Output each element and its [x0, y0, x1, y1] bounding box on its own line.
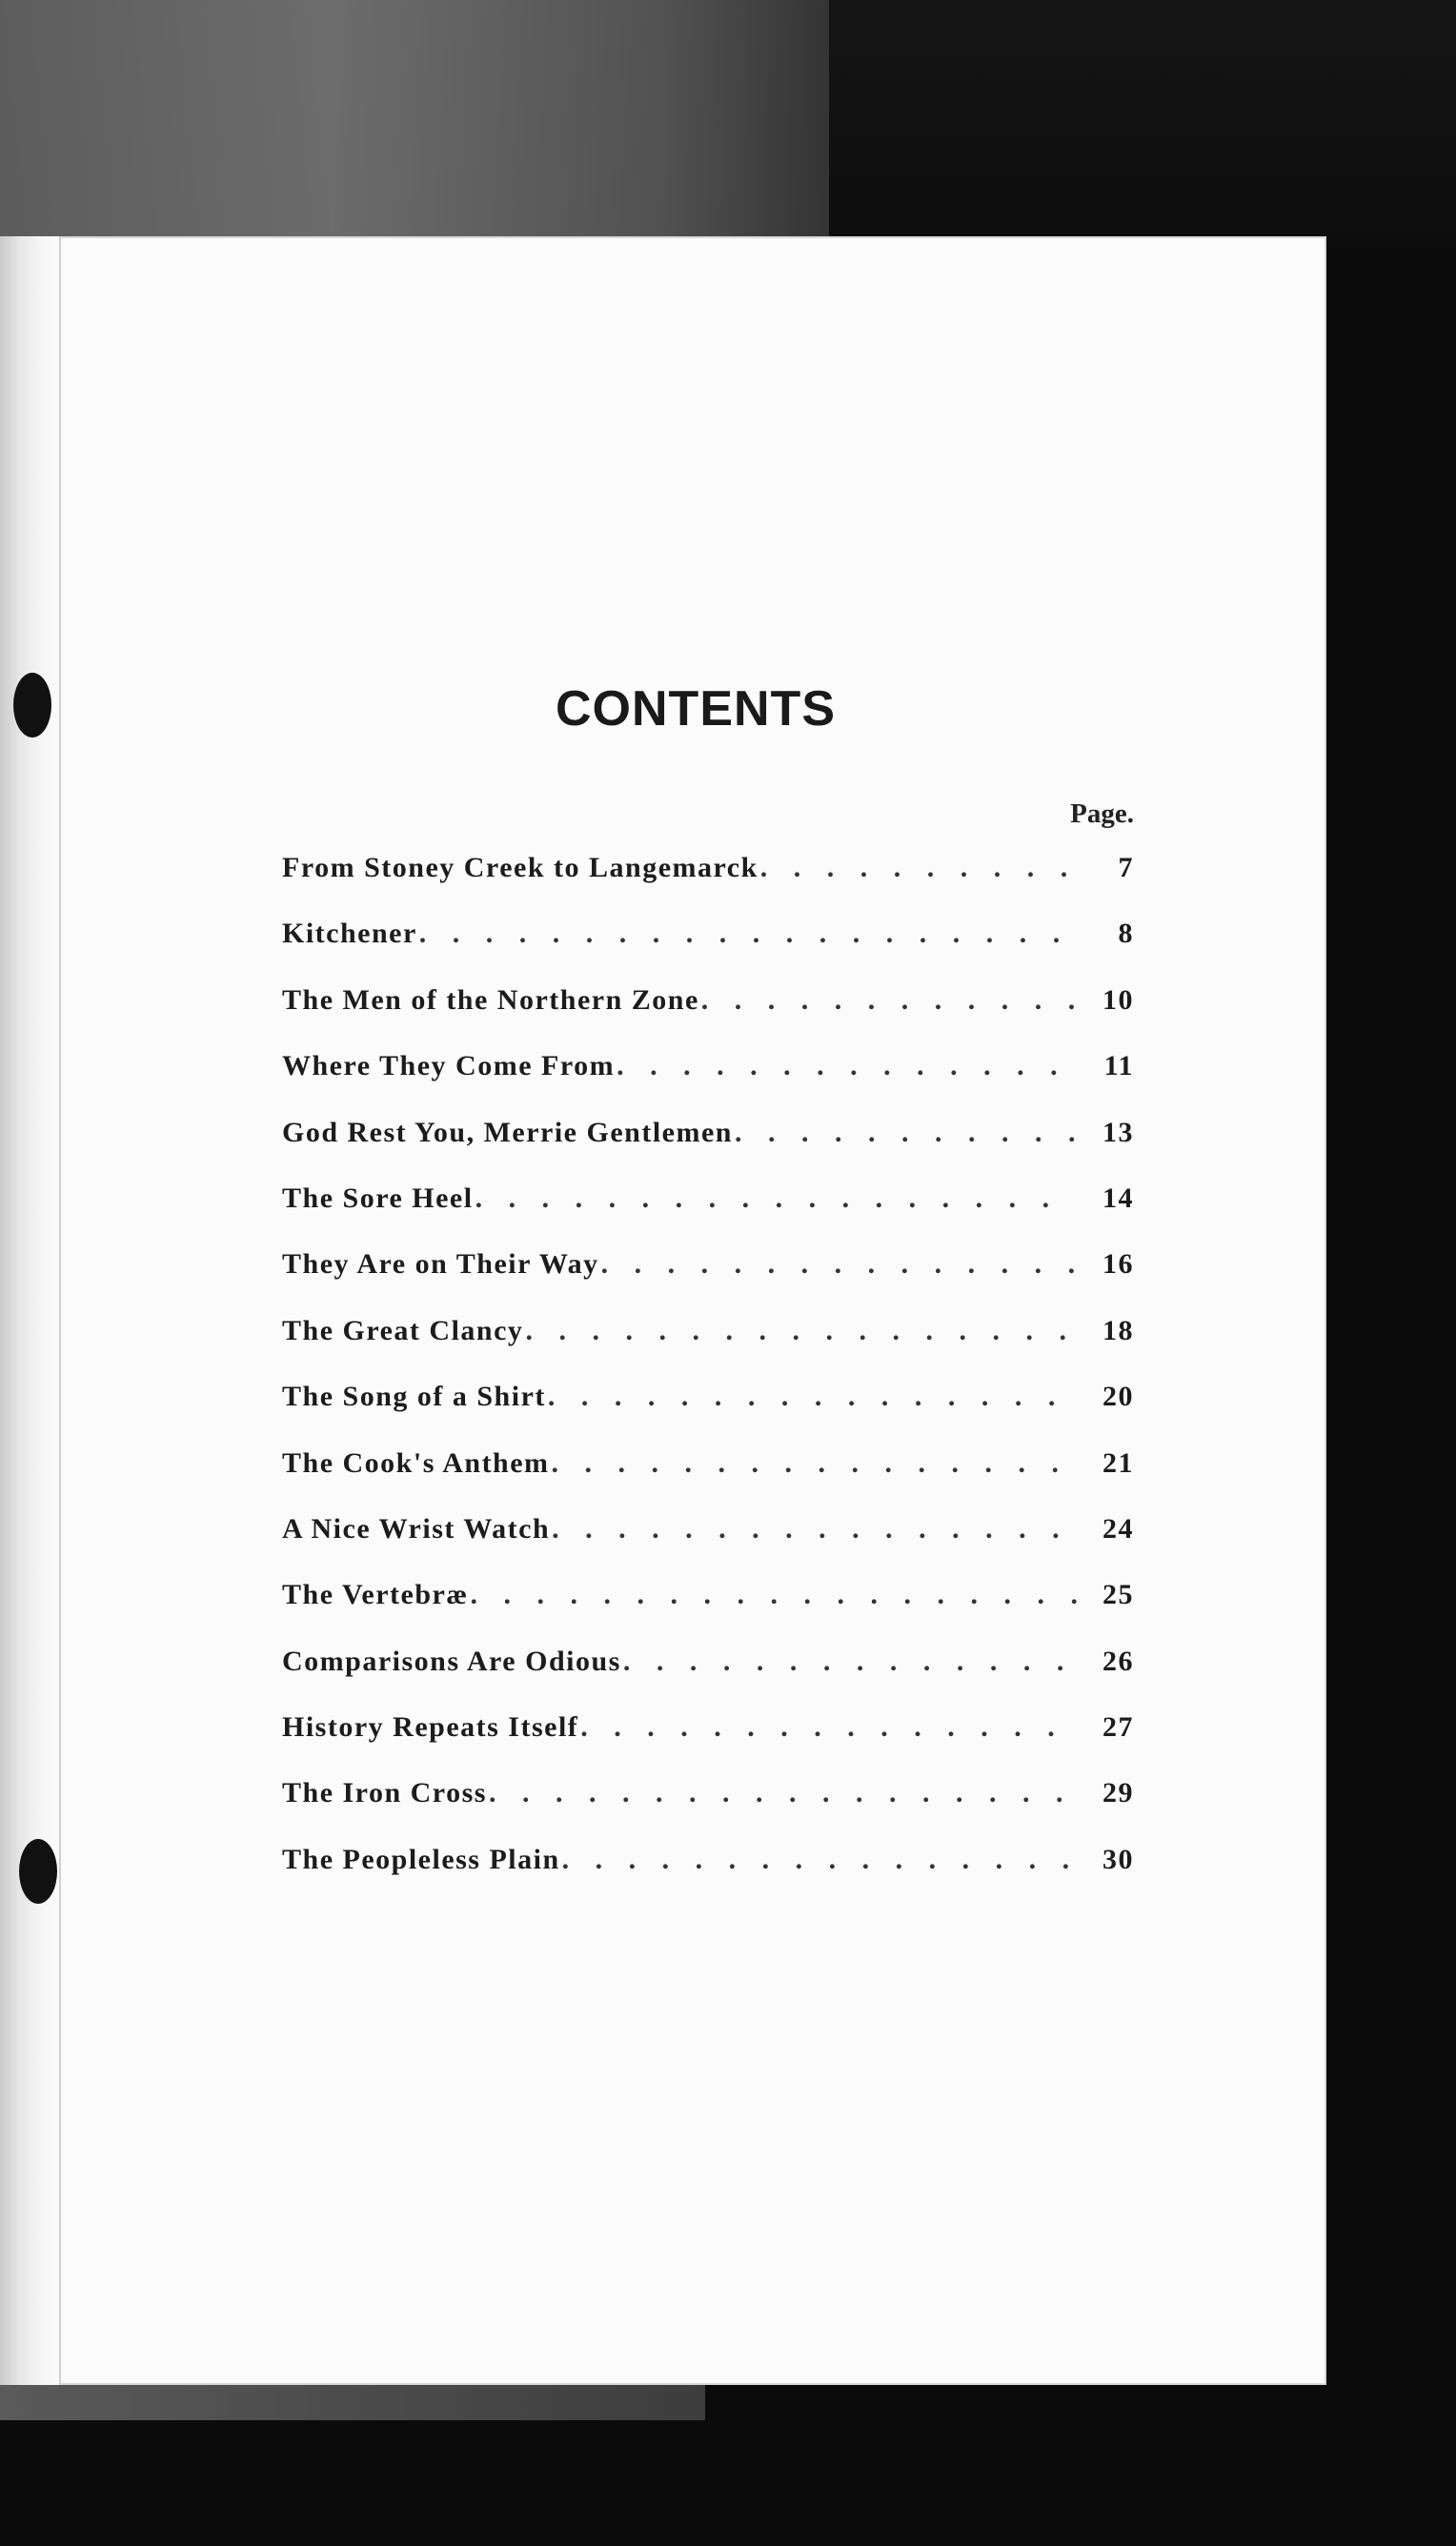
toc-entry: [282, 1381, 1134, 1446]
toc-entry: [282, 1182, 1134, 1248]
toc-entry-page: 16: [1102, 1248, 1134, 1281]
toc-entry-page: 10: [1102, 983, 1134, 1016]
toc-entry: [282, 1513, 1134, 1579]
leader-dots: [760, 852, 1077, 884]
toc-entry: [282, 984, 1134, 1050]
toc-entry-page: 29: [1102, 1777, 1134, 1809]
leader-dots: [601, 1248, 1077, 1281]
toc-entry-title: The Great Clancy: [282, 1314, 524, 1346]
leader-dots: [617, 1050, 1077, 1082]
leader-dots: [623, 1646, 1077, 1678]
toc-entry-title: From Stoney Creek to Langemarck: [282, 852, 758, 883]
toc-entry-title: The Peopleless Plain: [282, 1843, 560, 1875]
toc-entry-title: Kitchener: [282, 918, 417, 950]
toc-entry-title: The Cook's Anthem: [282, 1446, 550, 1479]
toc-entry: [282, 1777, 1134, 1843]
leader-dots: [552, 1447, 1077, 1480]
toc-entry: [282, 1579, 1134, 1645]
toc-entry-page: 20: [1102, 1381, 1134, 1413]
toc-entry-title: They Are on Their Way: [282, 1248, 599, 1281]
toc-entry-page: 26: [1102, 1645, 1134, 1677]
leader-dots: [562, 1844, 1077, 1876]
toc-entry-page: 13: [1102, 1116, 1134, 1148]
toc-entry-page: 18: [1102, 1314, 1134, 1346]
toc-entry-page: 8: [1118, 918, 1134, 950]
toc-entry: [282, 1117, 1134, 1182]
binding-hole: [13, 673, 51, 738]
toc-entry: [282, 852, 1134, 918]
toc-entry-title: The Sore Heel: [282, 1182, 474, 1214]
leader-dots: [525, 1315, 1077, 1347]
leader-dots: [419, 918, 1077, 950]
page-spine: [0, 236, 61, 2385]
leader-dots: [475, 1182, 1077, 1215]
toc-entry-title: The Vertebræ: [282, 1579, 469, 1611]
toc-entry-title: The Men of the Northern Zone: [282, 983, 699, 1016]
toc-entry: [282, 1447, 1134, 1513]
toc-entry-title: Where They Come From: [282, 1050, 616, 1082]
toc-entry: [282, 1248, 1134, 1314]
leader-dots: [735, 1117, 1077, 1149]
toc-entry-page: 14: [1102, 1182, 1134, 1214]
leader-dots: [701, 984, 1077, 1017]
toc-entry-title: God Rest You, Merrie Gentlemen: [282, 1116, 733, 1148]
toc-entry-page: 7: [1118, 852, 1134, 883]
table-of-contents: [282, 852, 1134, 1910]
toc-entry: [282, 1050, 1134, 1116]
leader-dots: [580, 1711, 1077, 1744]
toc-entry-page: 24: [1102, 1512, 1134, 1545]
toc-entry-page: 30: [1102, 1843, 1134, 1875]
contents-title: CONTENTS: [556, 681, 836, 737]
leader-dots: [470, 1579, 1077, 1611]
binding-hole: [19, 1839, 57, 1904]
underlying-page: [0, 0, 829, 238]
toc-entry-page: 21: [1102, 1446, 1134, 1479]
toc-entry-title: The Iron Cross: [282, 1777, 487, 1809]
toc-entry: [282, 1711, 1134, 1777]
leader-dots: [489, 1777, 1077, 1809]
toc-entry-title: History Repeats Itself: [282, 1711, 579, 1744]
toc-entry: [282, 918, 1134, 983]
toc-entry-page: 27: [1102, 1711, 1134, 1744]
toc-entry: [282, 1646, 1134, 1711]
toc-entry-title: Comparisons Are Odious: [282, 1645, 621, 1677]
leader-dots: [548, 1381, 1077, 1413]
toc-entry: [282, 1844, 1134, 1910]
toc-entry-page: 11: [1103, 1050, 1134, 1082]
toc-entry-title: The Song of a Shirt: [282, 1381, 546, 1413]
leader-dots: [552, 1513, 1077, 1546]
toc-entry-title: A Nice Wrist Watch: [282, 1512, 551, 1545]
toc-entry: [282, 1315, 1134, 1381]
toc-entry-page: 25: [1102, 1579, 1134, 1611]
page-column-heading: Page.: [1070, 798, 1134, 829]
